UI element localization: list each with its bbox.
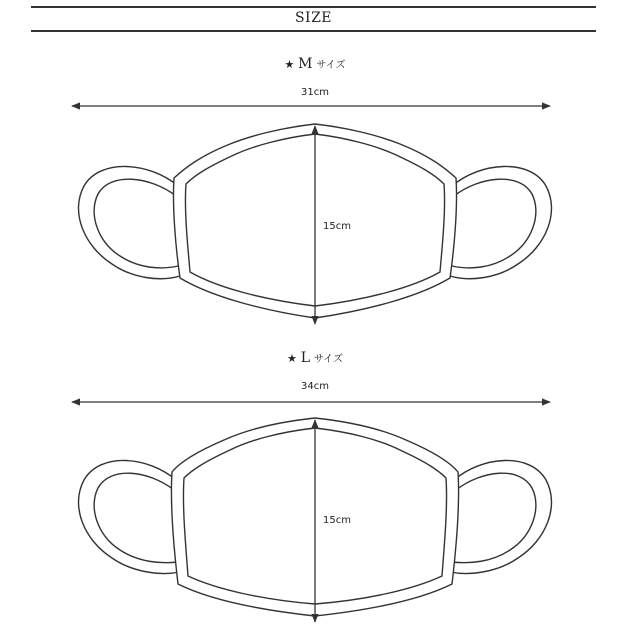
size-l-height-label: 15cm <box>323 515 351 526</box>
section-title: SIZE <box>294 10 333 26</box>
size-m-height-label: 15cm <box>323 221 351 232</box>
star-icon: ★ <box>286 352 297 365</box>
size-l-width-label: 34cm <box>301 381 329 392</box>
size-m-name: M <box>298 56 313 72</box>
size-l-name: L <box>300 350 310 366</box>
size-m-suffix: サイズ <box>316 60 346 71</box>
size-m-width-label: 31cm <box>301 87 329 98</box>
mask-l-left-ear <box>79 460 180 573</box>
star-icon: ★ <box>284 58 295 71</box>
mask-l-right-ear <box>450 460 551 573</box>
size-l-suffix: サイズ <box>313 354 344 365</box>
